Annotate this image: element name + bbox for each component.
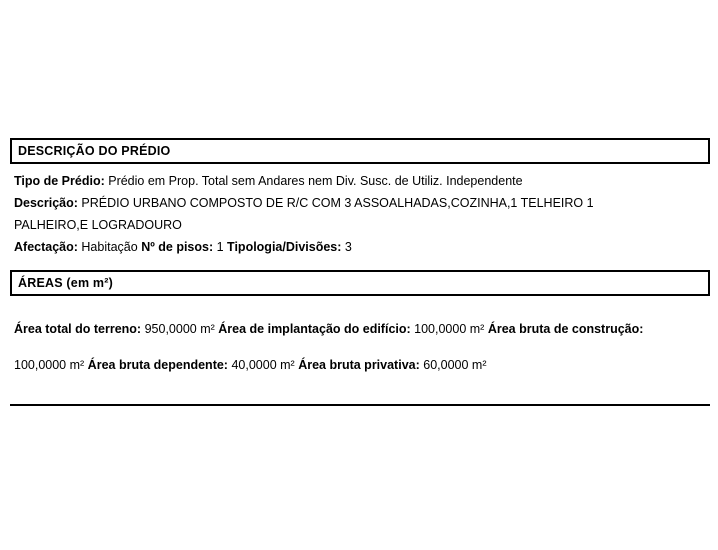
line-descricao-cont: [14, 214, 706, 236]
line-areas-2: [14, 353, 706, 377]
label-area-bruta-privativa: Área bruta privativa:: [298, 358, 420, 372]
label-tipo-de-predio: Tipo de Prédio:: [14, 174, 105, 188]
value-numero-pisos: 1: [216, 240, 224, 254]
label-descricao: Descrição:: [14, 196, 78, 210]
line-tipo-de-predio: [14, 170, 706, 192]
value-area-bruta-dependente: 40,0000 m²: [231, 358, 295, 372]
value-area-bruta-construcao: 100,0000 m²: [14, 358, 85, 372]
value-tipologia-divisoes: 3: [344, 240, 352, 254]
caderneta-predial-body: [10, 138, 710, 406]
label-area-bruta-construcao: Área bruta de construção:: [487, 321, 644, 336]
value-area-implantacao-edificio: 100,0000 m²: [414, 321, 485, 336]
value-descricao-cont: PALHEIRO,E LOGRADOURO: [14, 218, 182, 232]
section-divider-bottom: [10, 404, 710, 406]
section-header-descricao-predio: DESCRIÇÃO DO PRÉDIO: [10, 138, 710, 164]
section-header-areas: ÁREAS (em m²): [10, 270, 710, 296]
label-area-bruta-dependente: Área bruta dependente:: [87, 358, 228, 372]
value-descricao: PRÉDIO URBANO COMPOSTO DE R/C COM 3 ASSOALHADAS,COZINHA,1 TELHEIRO 1: [81, 196, 594, 210]
value-area-bruta-privativa: 60,0000 m²: [423, 358, 487, 372]
label-tipologia-divisoes: Tipologia/Divisões:: [227, 240, 342, 254]
section-body-areas: [10, 296, 710, 394]
value-afectacao: Habitação: [81, 240, 138, 254]
label-afectacao: Afectação:: [14, 240, 78, 254]
value-tipo-de-predio: Prédio em Prop. Total sem Andares nem Div. Susc. de Utiliz. Independente: [108, 174, 523, 188]
value-area-total-terreno: 950,0000 m²: [144, 321, 215, 336]
label-numero-pisos: Nº de pisos:: [141, 240, 214, 254]
line-areas-1: [14, 317, 706, 341]
section-body-descricao-predio: [10, 164, 710, 262]
line-afectacao: [14, 236, 706, 258]
label-area-implantacao-edificio: Área de implantação do edifício:: [218, 321, 411, 336]
label-area-total-terreno: Área total do terreno:: [14, 321, 142, 336]
section-spacer: [10, 262, 710, 270]
line-descricao: [14, 192, 706, 214]
